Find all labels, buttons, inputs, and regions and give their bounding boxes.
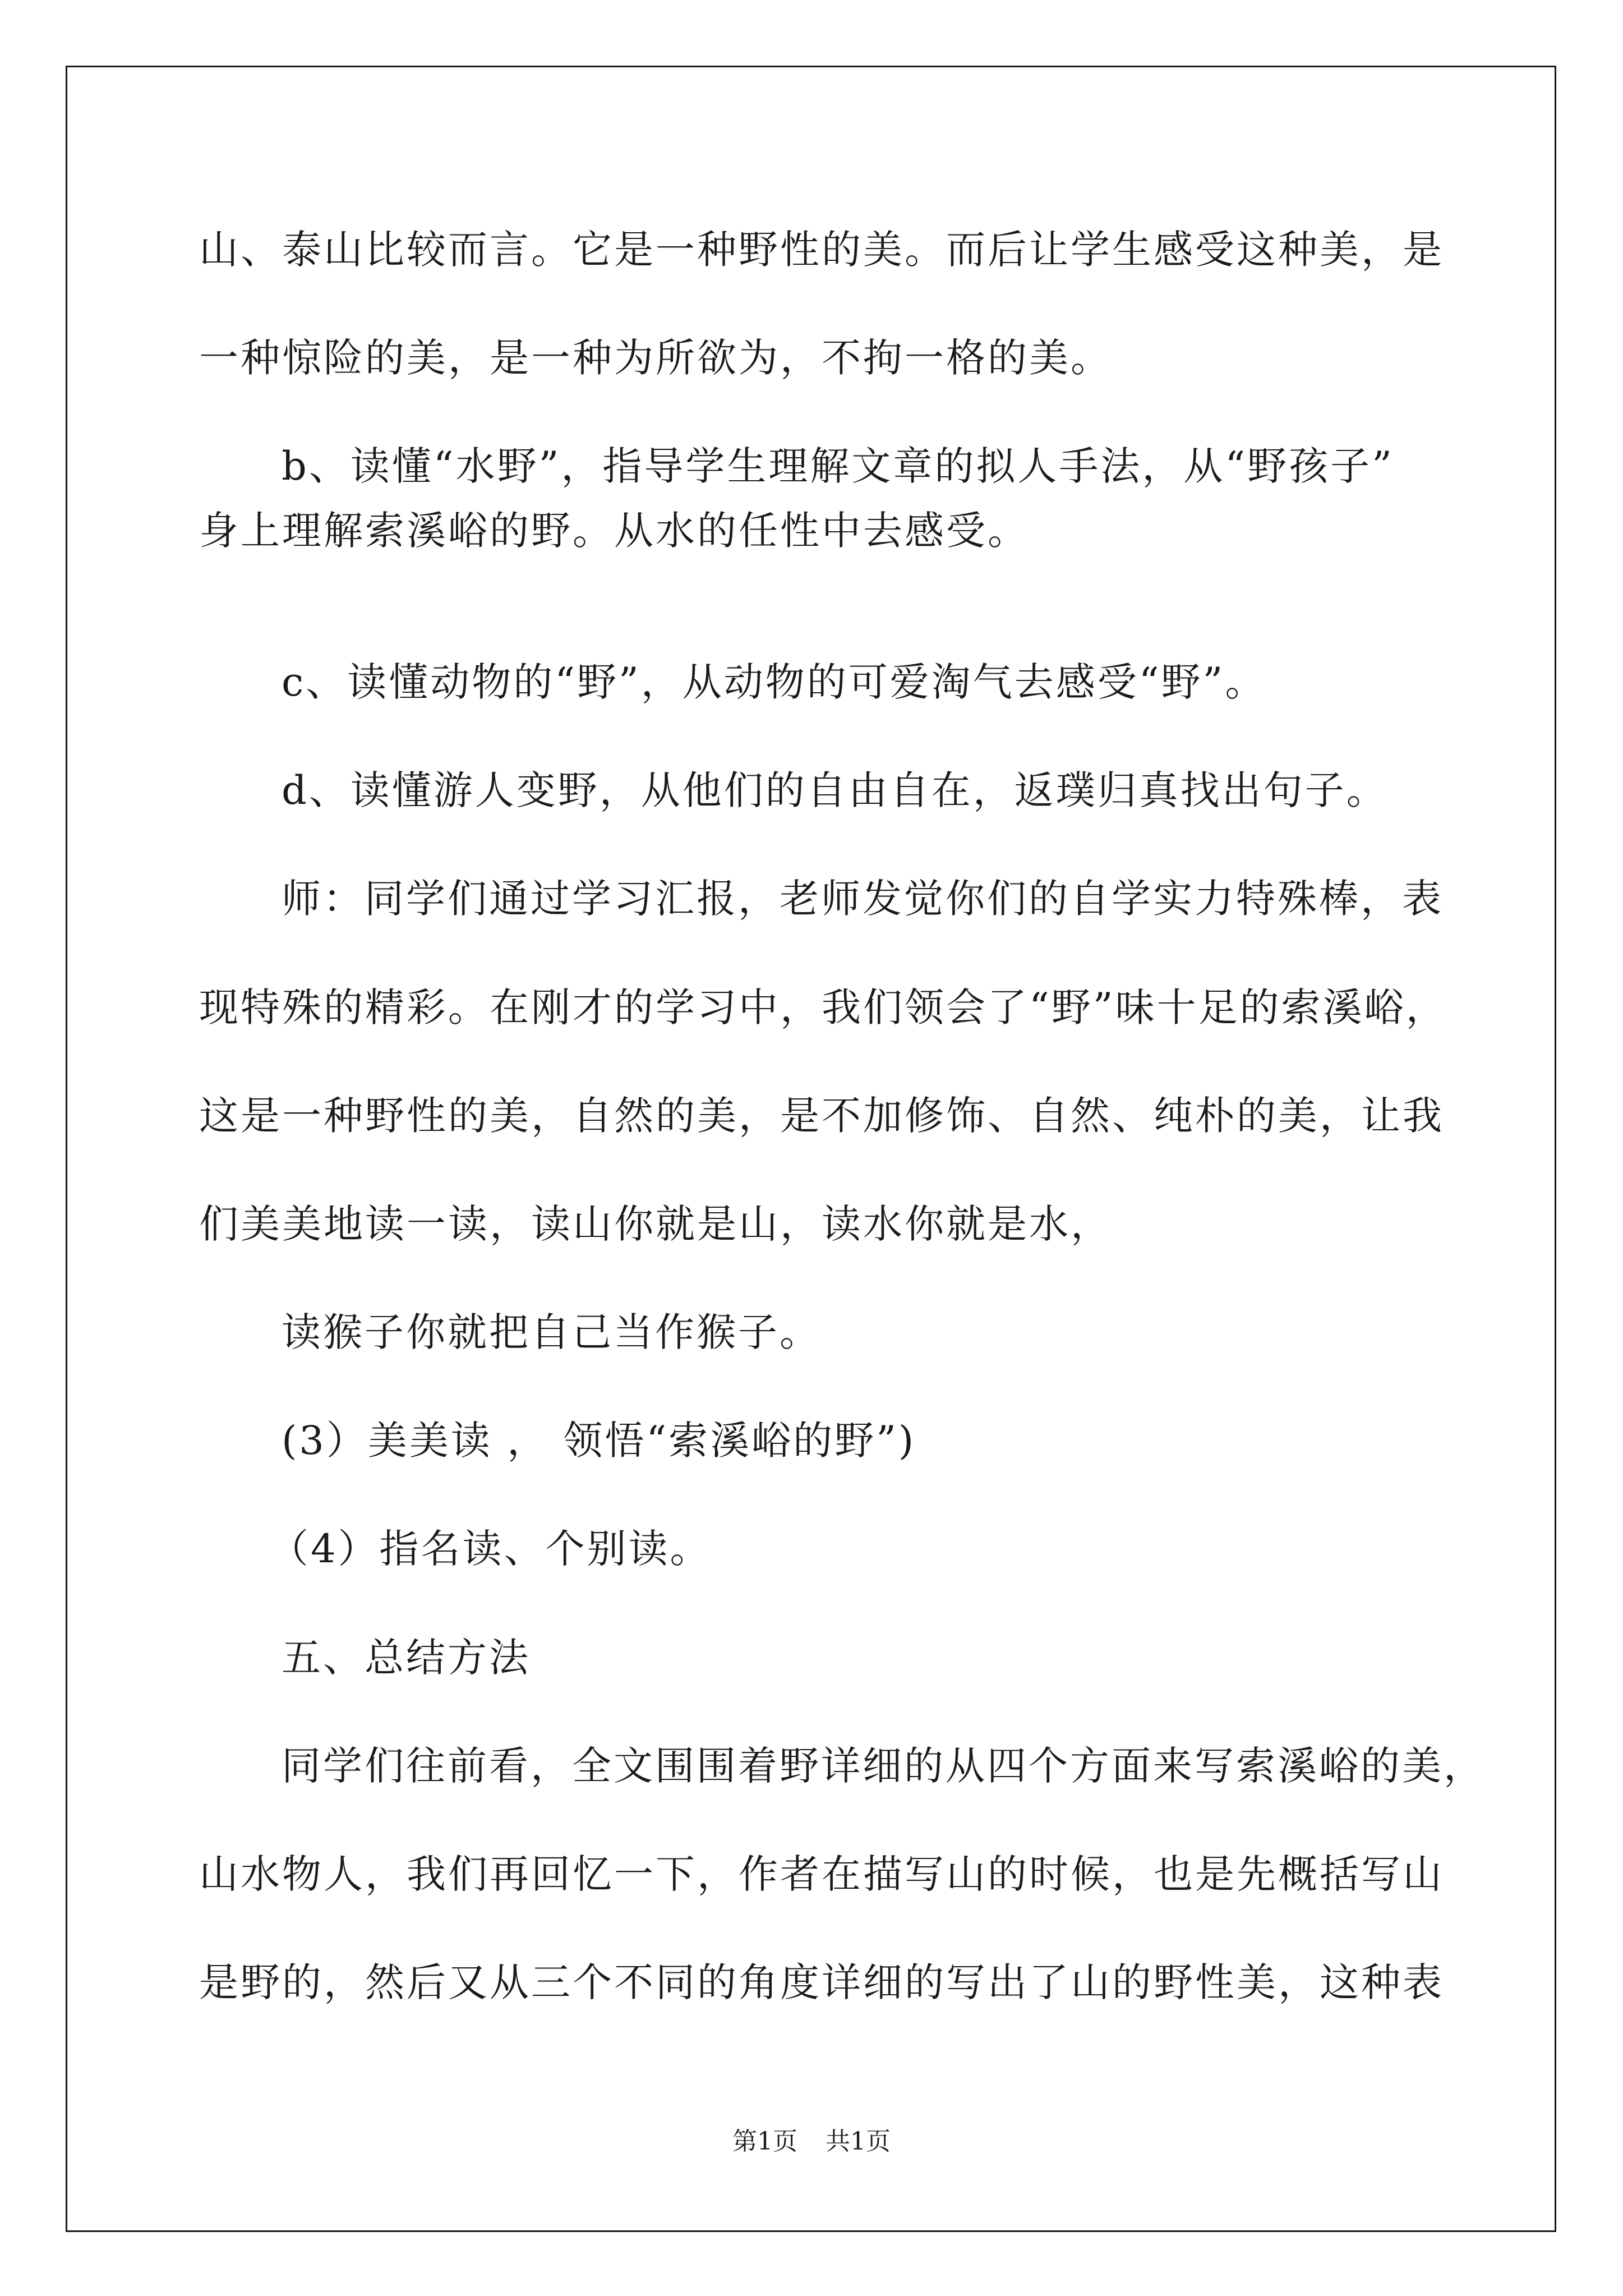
text-line: 一种惊险的美，是一种为所欲为，不拘一格的美。	[199, 335, 1112, 381]
text-line: 山水物人，我们再回忆一下，作者在描写山的时候，也是先概括写山	[199, 1851, 1444, 1897]
text-line: 这是一种野性的美，自然的美，是不加修饰、自然、纯朴的美，让我	[199, 1093, 1444, 1139]
text-line: 师：同学们通过学习汇报，老师发觉你们的自学实力特殊棒，表	[282, 876, 1444, 922]
text-line: b、读懂“水野”，指导学生理解文章的拟人手法，从“野孩子”	[282, 443, 1394, 489]
page-border	[66, 66, 1556, 2232]
text-line: (3）美美读 ， 领悟“索溪峪的野”)	[282, 1418, 916, 1464]
text-line: d、读懂游人变野，从他们的自由自在，返璞归真找出句子。	[282, 767, 1388, 813]
page-number-current: 第1页	[732, 2127, 797, 2156]
text-line: 们美美地读一读，读山你就是山，读水你就是水，	[199, 1201, 1112, 1247]
text-line: 同学们往前看，全文围围着野详细的从四个方面来写索溪峪的美，	[282, 1743, 1485, 1789]
page-number-total: 共1页	[826, 2127, 891, 2156]
text-line: 读猴子你就把自己当作猴子。	[282, 1309, 821, 1355]
text-line: 是野的，然后又从三个不同的角度详细的写出了山的野性美，这种表	[199, 1959, 1444, 2005]
text-line: 山、泰山比较而言。它是一种野性的美。而后让学生感受这种美，是	[199, 227, 1444, 273]
text-line: 身上理解索溪峪的野。从水的任性中去感受。	[199, 508, 1029, 554]
page-footer	[0, 2125, 1623, 2159]
text-line: c、读懂动物的“野”，从动物的可爱淘气去感受“野”。	[282, 659, 1267, 705]
text-line: 现特殊的精彩。在刚才的学习中，我们领会了“野”味十足的索溪峪，	[199, 984, 1447, 1030]
section-heading: 五、总结方法	[282, 1635, 531, 1681]
text-line: （4）指名读、个别读。	[269, 1526, 712, 1572]
